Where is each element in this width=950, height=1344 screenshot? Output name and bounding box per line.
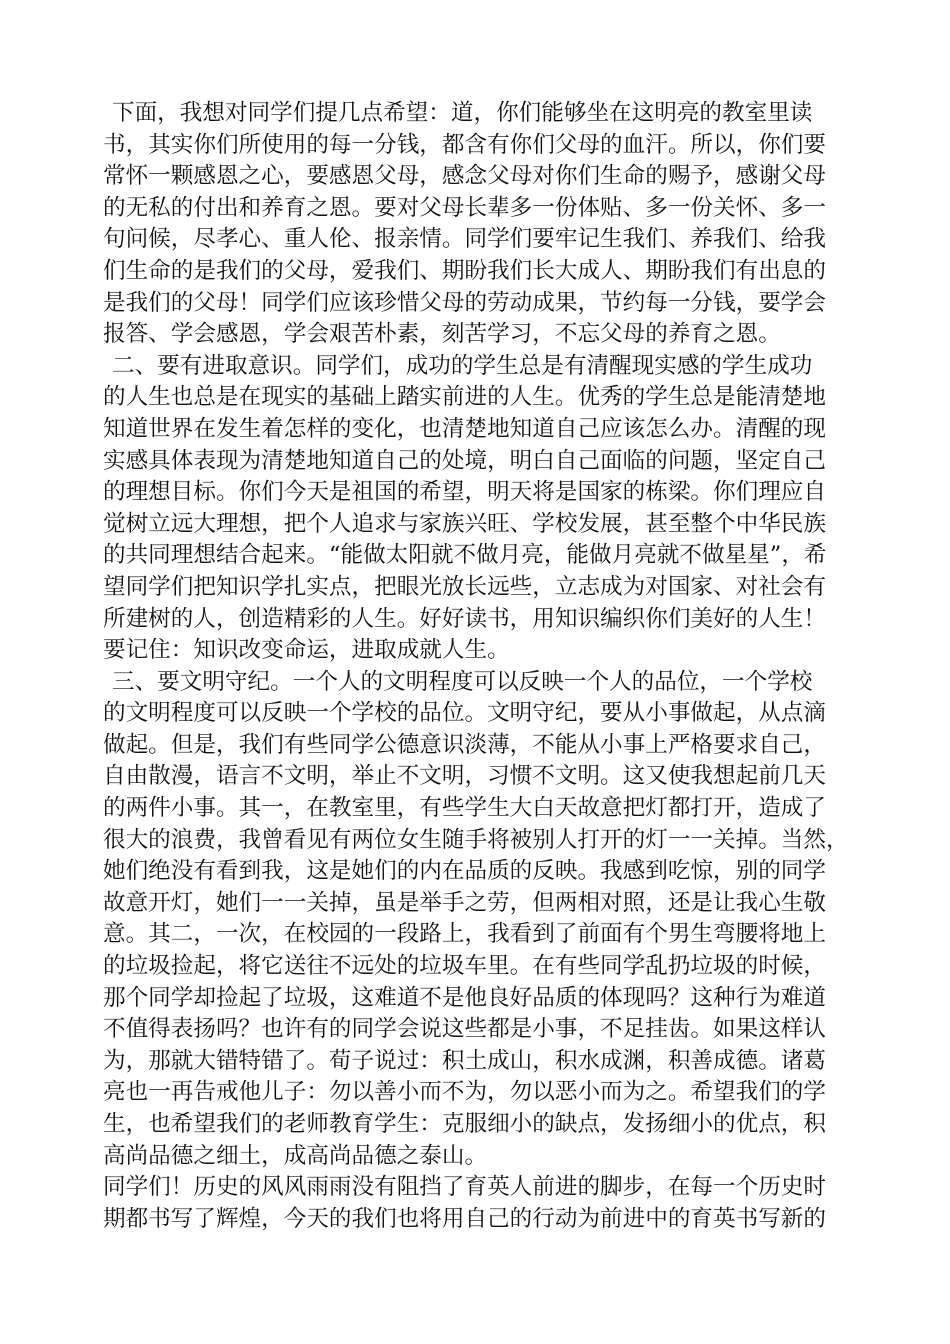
text-line: 的人生也总是在现实的基础上踏实前进的人生。优秀的学生总是能清楚地 — [103, 384, 826, 411]
text-line: 要记住：知识改变命运，进取成就人生。 — [103, 637, 510, 664]
text-line: 那个同学却捡起了垃圾，这难道不是他良好品质的体现吗？这种行为难道 — [103, 984, 826, 1011]
text-line: 的共同理想结合起来。“能做太阳就不做月亮，能做月亮就不做星星”，希 — [103, 542, 827, 569]
text-line: 句问候，尽孝心、重人伦、报亲情。同学们要牢记生我们、养我们、给我 — [103, 226, 826, 253]
text-line: 自由散漫，语言不文明，举止不文明，习惯不文明。这又使我想起前几天 — [103, 763, 826, 790]
text-line: 做起。但是，我们有些同学公德意识淡薄，不能从小事上严格要求自己， — [103, 731, 826, 758]
text-line: 觉树立远大理想，把个人追求与家族兴旺、学校发展，甚至整个中华民族 — [103, 510, 826, 537]
text-line: 是我们的父母！同学们应该珍惜父母的劳动成果，节约每一分钱，要学会 — [103, 289, 826, 316]
text-line: 常怀一颗感恩之心，要感恩父母，感念父母对你们生命的赐予，感谢父母 — [103, 163, 826, 190]
text-line: 书，其实你们所使用的每一分钱，都含有你们父母的血汗。所以，你们要 — [103, 131, 826, 158]
text-line: 们生命的是我们的父母，爱我们、期盼我们长大成人、期盼我们有出息的 — [103, 257, 826, 284]
text-line: 下面，我想对同学们提几点希望：道，你们能够坐在这明亮的教室里读 — [112, 100, 813, 126]
text-line: 的理想目标。你们今天是祖国的希望，明天将是国家的栋梁。你们理应自 — [103, 479, 826, 506]
text-line: 同学们！历史的风风雨雨没有阻挡了育英人前进的脚步，在每一个历史时 — [103, 1174, 826, 1201]
text-line: 期都书写了辉煌，今天的我们也将用自己的行动为前进中的育英书写新的 — [103, 1205, 826, 1232]
text-line: 二、要有进取意识。同学们，成功的学生总是有清醒现实感的学生成功 — [112, 352, 813, 379]
text-line: 的两件小事。其一，在教室里，有些学生大白天故意把灯都打开，造成了 — [103, 795, 826, 822]
text-line: 所建树的人，创造精彩的人生。好好读书，用知识编织你们美好的人生！ — [103, 605, 826, 632]
text-line: 知道世界在发生着怎样的变化，也清楚地知道自己应该怎么办。清醒的现 — [103, 415, 826, 442]
text-line: 高尚品德之细土，成高尚品德之泰山。 — [103, 1142, 488, 1169]
text-line: 望同学们把知识学扎实点，把眼光放长远些，立志成为对国家、对社会有 — [103, 573, 826, 600]
text-line: 为，那就大错特错了。荀子说过：积土成山，积水成渊，积善成德。诸葛 — [103, 1047, 826, 1074]
text-line: 故意开灯，她们一一关掉，虽是举手之劳，但两相对照，还是让我心生敬 — [103, 889, 826, 916]
text-line: 三、要文明守纪。一个人的文明程度可以反映一个人的品位，一个学校 — [112, 668, 813, 695]
text-line: 的文明程度可以反映一个学校的品位。文明守纪，要从小事做起，从点滴 — [103, 700, 826, 727]
text-line: 亮也一再告戒他儿子：勿以善小而不为，勿以恶小而为之。希望我们的学 — [103, 1079, 826, 1106]
text-line: 实感具体表现为清楚地知道自己的处境，明白自己面临的问题，坚定自己 — [103, 447, 826, 474]
text-line: 报答、学会感恩，学会艰苦朴素，刻苦学习，不忘父母的养育之恩。 — [103, 321, 781, 348]
text-line: 她们绝没有看到我，这是她们的内在品质的反映。我感到吃惊，别的同学 — [103, 858, 826, 885]
document-body — [103, 98, 863, 1235]
text-line: 生，也希望我们的老师教育学生：克服细小的缺点，发扬细小的优点，积 — [103, 1111, 826, 1137]
text-line: 的垃圾捡起，将它送往不远处的垃圾车里。在有些同学乱扔垃圾的时候， — [103, 953, 826, 980]
text-line: 很大的浪费，我曾看见有两位女生随手将被别人打开的灯一一关掉。当然， — [103, 826, 849, 853]
text-line: 意。其二，一次，在校园的一段路上，我看到了前面有个男生弯腰将地上 — [103, 921, 826, 948]
text-line: 不值得表扬吗？也许有的同学会说这些都是小事，不足挂齿。如果这样认 — [103, 1016, 826, 1043]
text-line: 的无私的付出和养育之恩。要对父母长辈多一份体贴、多一份关怀、多一 — [103, 194, 826, 221]
